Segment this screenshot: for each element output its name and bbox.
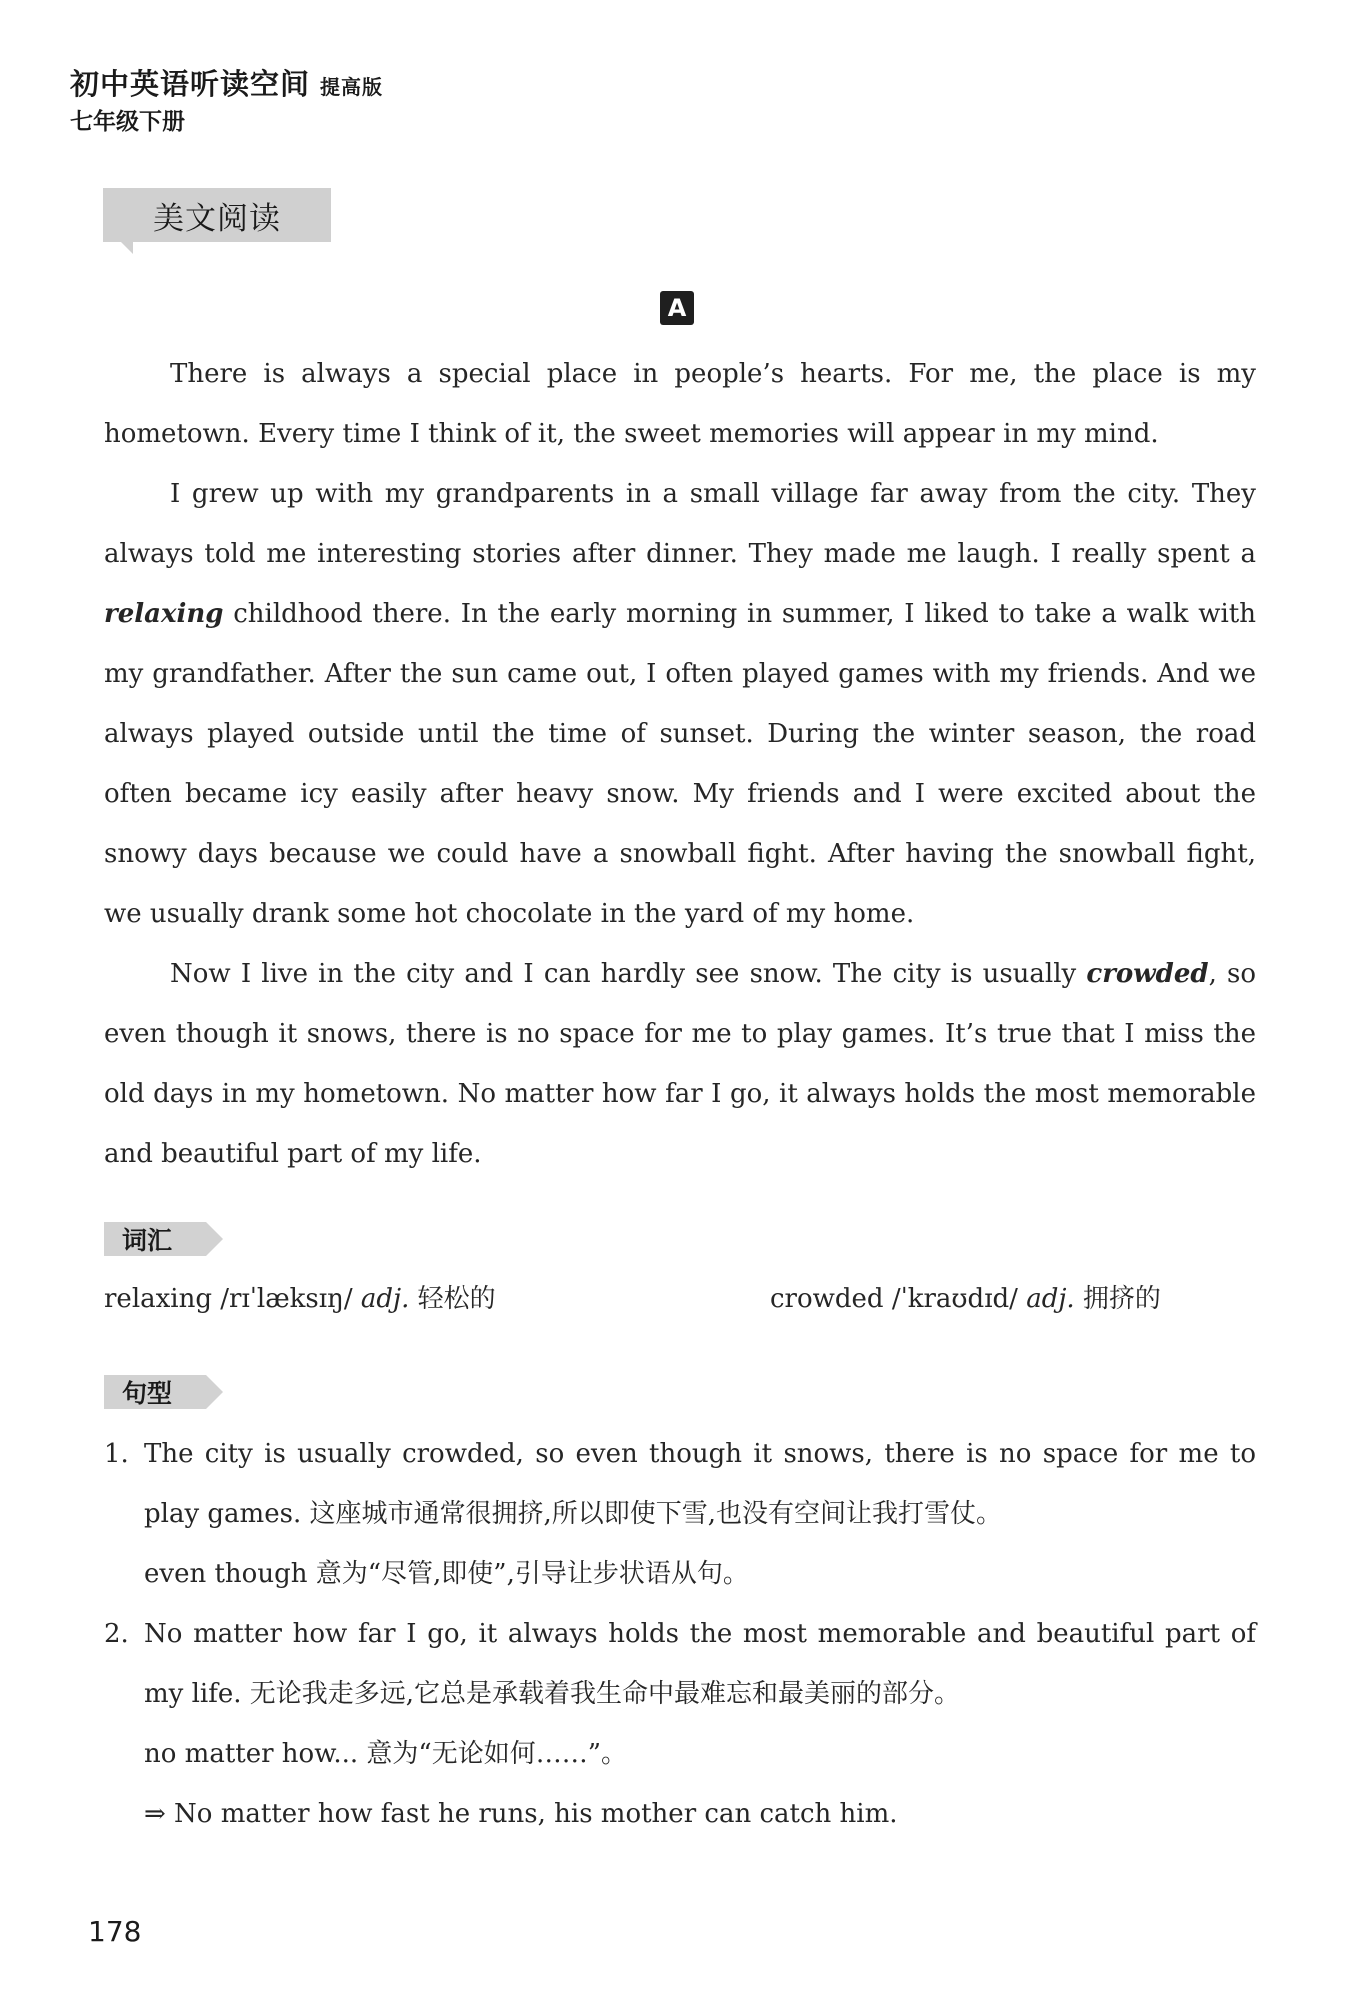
sentence-patterns	[104, 1424, 1256, 1844]
sentence-text: The city is usually crowded, so even though it snows, there is no space for me to play games. 这座城市通常很拥挤,所以即使下雪,也没有空间让我打雪仗。	[144, 1439, 1256, 1529]
vocab-pos: adj.	[360, 1284, 410, 1314]
passage-letter-badge: A	[660, 291, 694, 325]
vocab-word: crowded	[770, 1284, 884, 1314]
vocab-tag: 词汇	[104, 1222, 206, 1256]
paragraph-2	[104, 464, 1256, 944]
sentence-item-2	[104, 1604, 1256, 1844]
vocab-item-crowded	[770, 1278, 1161, 1315]
item-number: 2.	[104, 1619, 129, 1649]
vocab-meaning: 轻松的	[409, 1284, 496, 1314]
reading-passage	[104, 344, 1256, 1184]
keyword-crowded: crowded	[1086, 959, 1209, 989]
vocab-phonetic: /rɪˈlæksɪŋ/	[212, 1284, 361, 1314]
sentence-example: ⇒ No matter how fast he runs, his mother can catch him.	[144, 1799, 898, 1829]
sentence-item-1	[104, 1424, 1256, 1604]
sentence-pattern-tag: 句型	[104, 1375, 206, 1409]
sentence-text: No matter how far I go, it always holds the most memorable and beautiful part of my life. 无论我走多远,它总是承载着我生命中最难忘和最美丽的部分。	[144, 1619, 1256, 1709]
vocab-pos: adj.	[1026, 1284, 1075, 1314]
paragraph-3	[104, 944, 1256, 1184]
page-number: 178	[88, 1915, 142, 1948]
section-banner: 美文阅读	[103, 188, 331, 242]
book-title	[70, 62, 383, 103]
vocab-phonetic: /ˈkraʊdɪd/	[883, 1284, 1027, 1314]
paragraph-2-text-a: I grew up with my grandparents in a small village far away from the city. They always told me interesting stories after dinner. They made me laugh. I really spent a	[104, 479, 1256, 569]
paragraph-2-text-b: childhood there. In the early morning in summer, I liked to take a walk with my grandfather. After the sun came out, I often played games with my friends. And we always played outside until the time of sunset. During the winter season, the road often became icy easily after heavy snow. My friends and I were excited about the snowy days because we could have a snowball fight. After having the snowball fight, we usually drank some hot chocolate in the yard of my home.	[104, 599, 1256, 929]
edition-label: 提高版	[320, 75, 384, 99]
sentence-note: no matter how... 意为“无论如何……”。	[144, 1739, 628, 1769]
item-number: 1.	[104, 1439, 129, 1469]
keyword-relaxing: relaxing	[104, 599, 224, 629]
vocab-word: relaxing	[104, 1284, 212, 1314]
vocab-meaning: 拥挤的	[1074, 1284, 1161, 1314]
sentence-note: even though 意为“尽管,即使”,引导让步状语从句。	[144, 1559, 749, 1589]
vocab-item-relaxing	[104, 1278, 496, 1315]
grade-label: 七年级下册	[70, 109, 185, 135]
paragraph-1: There is always a special place in people’s hearts. For me, the place is my hometown. Every time I think of it, the sweet memories will appear in my mind.	[104, 359, 1256, 449]
book-title-text: 初中英语听读空间	[70, 67, 311, 101]
paragraph-3-text-b: , so even though it snows, there is no space for me to play games. It’s true that I miss the old days in my hometown. No matter how far I go, it always holds the most memorable and beautiful part of my life.	[104, 959, 1256, 1169]
paragraph-3-text-a: Now I live in the city and I can hardly see snow. The city is usually	[170, 959, 1087, 989]
